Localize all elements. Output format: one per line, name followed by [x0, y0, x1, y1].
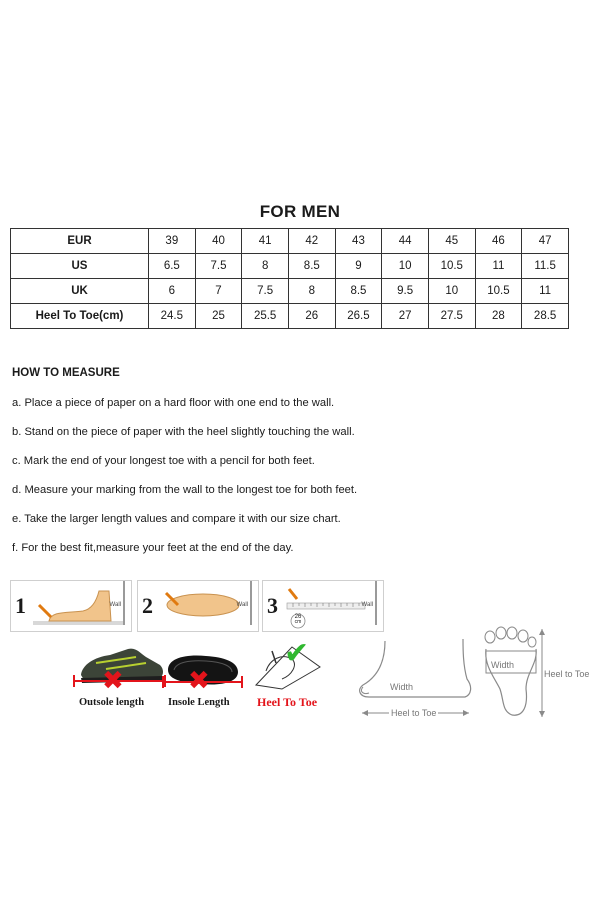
size-cell: 39: [149, 229, 196, 254]
ruler-unit: cm: [294, 619, 302, 625]
outsole-tick-left: [73, 675, 75, 687]
wall-label: Wall: [236, 602, 248, 608]
panel-2-number: 2: [142, 593, 153, 618]
wall-line: [250, 581, 252, 625]
size-cell: 28: [475, 304, 522, 329]
ruler-reading: 26: [294, 614, 302, 620]
step-d: d. Measure your marking from the wall to the longest toe for both feet.: [12, 484, 358, 496]
step-e: e. Take the larger length values and compare it with our size chart.: [12, 513, 341, 525]
size-row-eur: [11, 229, 569, 254]
size-cell: 8: [242, 254, 289, 279]
size-cell: 27.5: [428, 304, 475, 329]
size-cell: 41: [242, 229, 289, 254]
measure-panel-1: [10, 580, 132, 632]
size-cell: 11: [475, 254, 522, 279]
check-icon: ✔: [284, 636, 310, 671]
size-cell: 25.5: [242, 304, 289, 329]
size-cell: 46: [475, 229, 522, 254]
size-row-label: UK: [11, 279, 149, 304]
width-label-sole: Width: [491, 660, 515, 670]
heel-to-toe-right-label: Heel to Toe: [544, 669, 590, 679]
size-cell: 6: [149, 279, 196, 304]
wrong-x-icon: ✖: [102, 666, 124, 696]
size-cell: 8: [288, 279, 335, 304]
measure-panel-2: [137, 580, 259, 632]
foot-sole-diagram: [480, 625, 545, 720]
size-cell: 10.5: [475, 279, 522, 304]
size-cell: 8.5: [335, 279, 382, 304]
measure-panel-3: [262, 580, 384, 632]
size-cell: 28.5: [522, 304, 569, 329]
size-cell: 24.5: [149, 304, 196, 329]
size-cell: 6.5: [149, 254, 196, 279]
size-cell: 7: [195, 279, 242, 304]
size-row-us: [11, 254, 569, 279]
outsole-length-label: Outsole length: [79, 697, 145, 708]
size-table: [10, 228, 569, 329]
size-cell: 7.5: [242, 279, 289, 304]
size-cell: 44: [382, 229, 429, 254]
size-cell: 40: [195, 229, 242, 254]
width-label-side: Width: [390, 682, 414, 692]
size-cell: 26.5: [335, 304, 382, 329]
size-cell: 10: [428, 279, 475, 304]
size-cell: 42: [288, 229, 335, 254]
wall-line: [375, 581, 377, 625]
size-cell: 26: [288, 304, 335, 329]
step-c: c. Mark the end of your longest toe with a pencil for both feet.: [12, 455, 315, 467]
size-cell: 9: [335, 254, 382, 279]
insole-tick-right: [241, 676, 243, 688]
step-f: f. For the best fit,measure your feet at the end of the day.: [12, 542, 294, 554]
size-row-label: EUR: [11, 229, 149, 254]
insole-length-label: Insole Length: [168, 697, 230, 708]
size-cell: 45: [428, 229, 475, 254]
how-to-steps: [12, 396, 592, 570]
wall-label: Wall: [109, 602, 121, 608]
step-a: a. Place a piece of paper on a hard floor with one end to the wall.: [12, 397, 335, 409]
panel-1-number: 1: [15, 593, 26, 618]
foot-side-diagram: [355, 635, 480, 715]
size-row-label: US: [11, 254, 149, 279]
panel-3-number: 3: [267, 593, 278, 618]
heel-to-toe-red-label: Heel To Toe: [257, 695, 318, 709]
step-b: b. Stand on the piece of paper with the heel slightly touching the wall.: [12, 426, 355, 438]
size-cell: 10: [382, 254, 429, 279]
size-cell: 27: [382, 304, 429, 329]
size-cell: 9.5: [382, 279, 429, 304]
wall-line: [123, 581, 125, 625]
heel-to-toe-bottom-label: Heel to Toe: [391, 708, 437, 718]
insole-tick-left: [162, 676, 164, 688]
size-cell: 11: [522, 279, 569, 304]
size-cell: 10.5: [428, 254, 475, 279]
wrong-x-icon: ✖: [188, 666, 210, 696]
page-title: FOR MEN: [259, 202, 341, 221]
size-cell: 25: [195, 304, 242, 329]
size-row-uk: [11, 279, 569, 304]
size-cell: 47: [522, 229, 569, 254]
size-cell: 11.5: [522, 254, 569, 279]
size-cell: 43: [335, 229, 382, 254]
size-cell: 8.5: [288, 254, 335, 279]
wall-label: Wall: [361, 602, 373, 608]
size-cell: 7.5: [195, 254, 242, 279]
size-row-label: Heel To Toe(cm): [11, 304, 149, 329]
size-row-heel-to-toe-cm: [11, 304, 569, 329]
how-to-heading: HOW TO MEASURE: [12, 367, 120, 379]
